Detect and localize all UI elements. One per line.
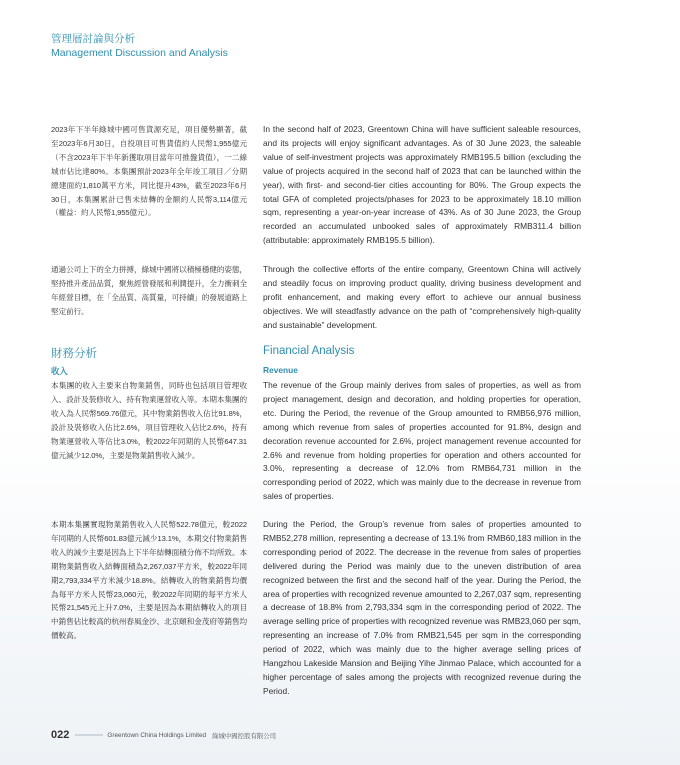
- page-header: [51, 32, 228, 60]
- footer-company-zh: 綠城中國控股有限公司: [212, 732, 277, 740]
- footer-company-en: Greentown China Holdings Limited: [107, 731, 207, 739]
- footer-divider: [75, 734, 103, 736]
- revenue-title-zh: 收入: [51, 366, 68, 376]
- para2-en: Through the collective efforts of the entire company, Greentown China will actively and steadily focus on improving product quality, driving business development and profit enhancement, and making every effort to achieve our annual business objectives. We will steadfastly advance on the path of “comprehensively high-quality and sustainable” development.: [263, 264, 581, 330]
- page-number: 022: [51, 729, 70, 741]
- financial-title-en: Financial Analysis: [263, 345, 355, 357]
- header-title-en: Management Discussion and Analysis: [51, 47, 228, 59]
- para1-zh: 2023年下半年綠城中國可售貨源充足，項目優勢顯著，截至2023年6月30日，自投項目可售貨值約人民幣1,955億元（不含2023年下半年新獲取項目當年可推盤貨值），一二線城市佔比達80%。本集團預計2023年全年竣工項目／分期總建面約1,810萬平方米，同比提升43%，截至2023年6月30日，本集團累計已售未結轉的金額約人民幣3,114億元（權益：約人民幣1,955億元）。: [51, 125, 247, 218]
- para4-en: During the Period, the Group’s revenue from sales of properties amounted to RMB52,278 million, representing a decrease of 13.1% from RMB60,183 million in the corresponding period of 2022. The decrease in the revenue from sales of properties delivered during the Period was mainly due to the uneven distribution of area recognized between the first and the second half of the year. During the Period, the area of properties with recognized revenue amounted to 2,267,037 sqm, representing a decrease of 18.8% from 2,793,334 sqm in the corresponding period of 2022. The average selling price of properties with recognized revenue was RMB23,060 per sqm, representing an increase of 7.0% from RMB21,545 per sqm in the corresponding period of 2022, which was mainly due to the higher average selling prices of Hangzhou Lakeside Mansion and Beijing Yihe Jinmao Palace, which accounted for a higher percentage of sales among the projects with recognized revenue during the Period.: [263, 519, 581, 696]
- para3-en: The revenue of the Group mainly derives from sales of properties, as well as from project management, design and decoration, and holding properties for operation, etc. During the Period, the revenue of the Group amounted to RMB56,976 million, among which revenue from sales of properties accounted for 91.8%, design and decoration revenue accounted for 2.6%, project management revenue accounted for 2.6% and revenue from holding properties for operation and others accounted for 3.0%, representing a decrease of 12.0% from RMB64,731 million in the corresponding period of 2022, which was mainly due to the decrease in revenue from sales of properties.: [263, 380, 581, 502]
- para1-en: In the second half of 2023, Greentown China will have sufficient saleable resources, and its projects will enjoy significant advantages. As of 30 June 2023, the saleable value of self-investment projects was approximately RMB195.5 billion (excluding the value of projects acquired in the second half of 2023 that can be launched within the year), with first- and second-tier cities accounting for 80%. The Group expects the total GFA of completed projects/phases for 2023 to be approximately 18.10 million sqm, representing a year-on-year increase of 43%. As of 30 June 2023, the Group recorded an accumulated unbooked sales of approximately RMB311.4 billion (attributable: approximately RMB195.5 billion).: [263, 124, 581, 246]
- revenue-title-en: Revenue: [263, 365, 298, 375]
- para3-zh: 本集團的收入主要來自物業銷售，同時也包括項目管理收入、設計及裝修收入、持有物業運營收入等。本期本集團的收入為人民幣569.76億元，其中物業銷售收入佔比91.8%，設計及裝修收入佔比2.6%，項目管理收入佔比2.6%，持有物業運營收入等佔比3.0%，較2022年同期的人民幣647.31億元減少12.0%，主要是物業銷售收入減少。: [51, 381, 247, 460]
- page-footer: [51, 729, 276, 741]
- financial-title-zh: 財務分析: [51, 348, 97, 360]
- para2-zh: 通過公司上下的全力拼搏，綠城中國將以積極穩健的姿態，堅持推升產品品質，聚焦經營發展和利潤提升，全力衝刺全年經營目標，在「全品質、高質量，可持續」的發展道路上堅定前行。: [51, 265, 247, 316]
- header-title-zh: 管理層討論與分析: [51, 33, 135, 45]
- para4-zh: 本期本集團實現物業銷售收入人民幣522.78億元，較2022年同期的人民幣601.83億元減少13.1%，本期交付物業銷售收入的減少主要是因為上下半年結轉面積分佈不均所致。本期物業銷售收入結轉面積為2,267,037平方米，較2022年同期2,793,334平方米減少18.8%。結轉收入的物業銷售均價為每平方米人民幣23,060元，較2022年同期的每平方米人民幣21,545元上升7.0%，主要是因為本期結轉收入的項目中銷售佔比較高的杭州春風金沙、北京頤和金茂府等銷售均價較高。: [51, 520, 247, 641]
